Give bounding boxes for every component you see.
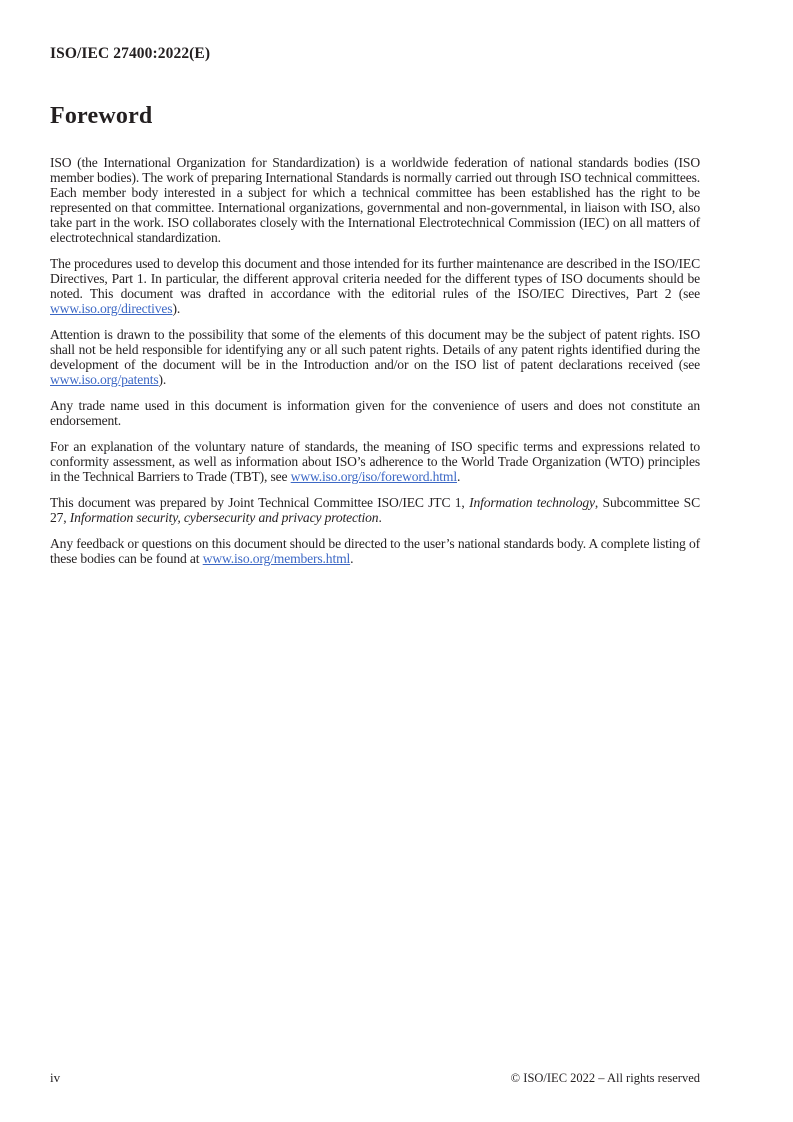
- page-footer: [50, 1070, 700, 1086]
- hyperlink[interactable]: www.iso.org/directives: [50, 301, 173, 316]
- running-header: ISO/IEC 27400:2022(E): [50, 45, 211, 62]
- paragraph: The procedures used to develop this document and those intended for its further maintenance are described in the ISO/IEC Directives, Part 1. In particular, the different approval criteria needed for the different types of ISO documents should be noted. This document was drafted in accordance with the editorial rules of the ISO/IEC Directives, Part 2 (see www.iso.org/directives).: [50, 256, 700, 316]
- italic-text: Information security, cybersecurity and privacy protection: [69, 510, 379, 525]
- page-number: iv: [50, 1070, 61, 1085]
- paragraph: ISO (the International Organization for Standardization) is a worldwide federation of national standards bodies (ISO member bodies). The work of preparing International Standards is normally carried out through ISO technical committees. Each member body interested in a subject for which a technical committee has been established has the right to be represented on that committee. International organizations, governmental and non-governmental, in liaison with ISO, also take part in the work. ISO collaborates closely with the International Electrotechnical Commission (IEC) on all matters of electrotechnical standardization.: [50, 155, 700, 245]
- paragraph: This document was prepared by Joint Technical Committee ISO/IEC JTC 1, Information technology, Subcommittee SC 27, Information security, cybersecurity and privacy protection.: [50, 495, 700, 525]
- hyperlink[interactable]: www.iso.org/patents: [50, 372, 159, 387]
- hyperlink[interactable]: www.iso.org/members.html: [202, 551, 351, 566]
- page-title: Foreword: [50, 103, 153, 129]
- paragraph: For an explanation of the voluntary nature of standards, the meaning of ISO specific terms and expressions related to conformity assessment, as well as information about ISO’s adherence to the World Trade Organization (WTO) principles in the Technical Barriers to Trade (TBT), see www.iso.org/iso/foreword.html.: [50, 439, 700, 484]
- paragraph: Attention is drawn to the possibility that some of the elements of this document may be the subject of patent rights. ISO shall not be held responsible for identifying any or all such patent rights. Details of any patent rights identified during the development of the document will be in the Introduction and/or on the ISO list of patent declarations received (see www.iso.org/patents).: [50, 327, 700, 387]
- paragraph: Any trade name used in this document is information given for the convenience of users and does not constitute an endorsement.: [50, 398, 700, 428]
- paragraph: Any feedback or questions on this document should be directed to the user’s national standards body. A complete listing of these bodies can be found at www.iso.org/members.html.: [50, 536, 700, 566]
- foreword-body: [50, 155, 700, 577]
- hyperlink[interactable]: www.iso.org/iso/foreword.html: [290, 469, 457, 484]
- copyright-notice: © ISO/IEC 2022 – All rights reserved: [510, 1071, 700, 1085]
- italic-text: Information technology: [469, 495, 595, 510]
